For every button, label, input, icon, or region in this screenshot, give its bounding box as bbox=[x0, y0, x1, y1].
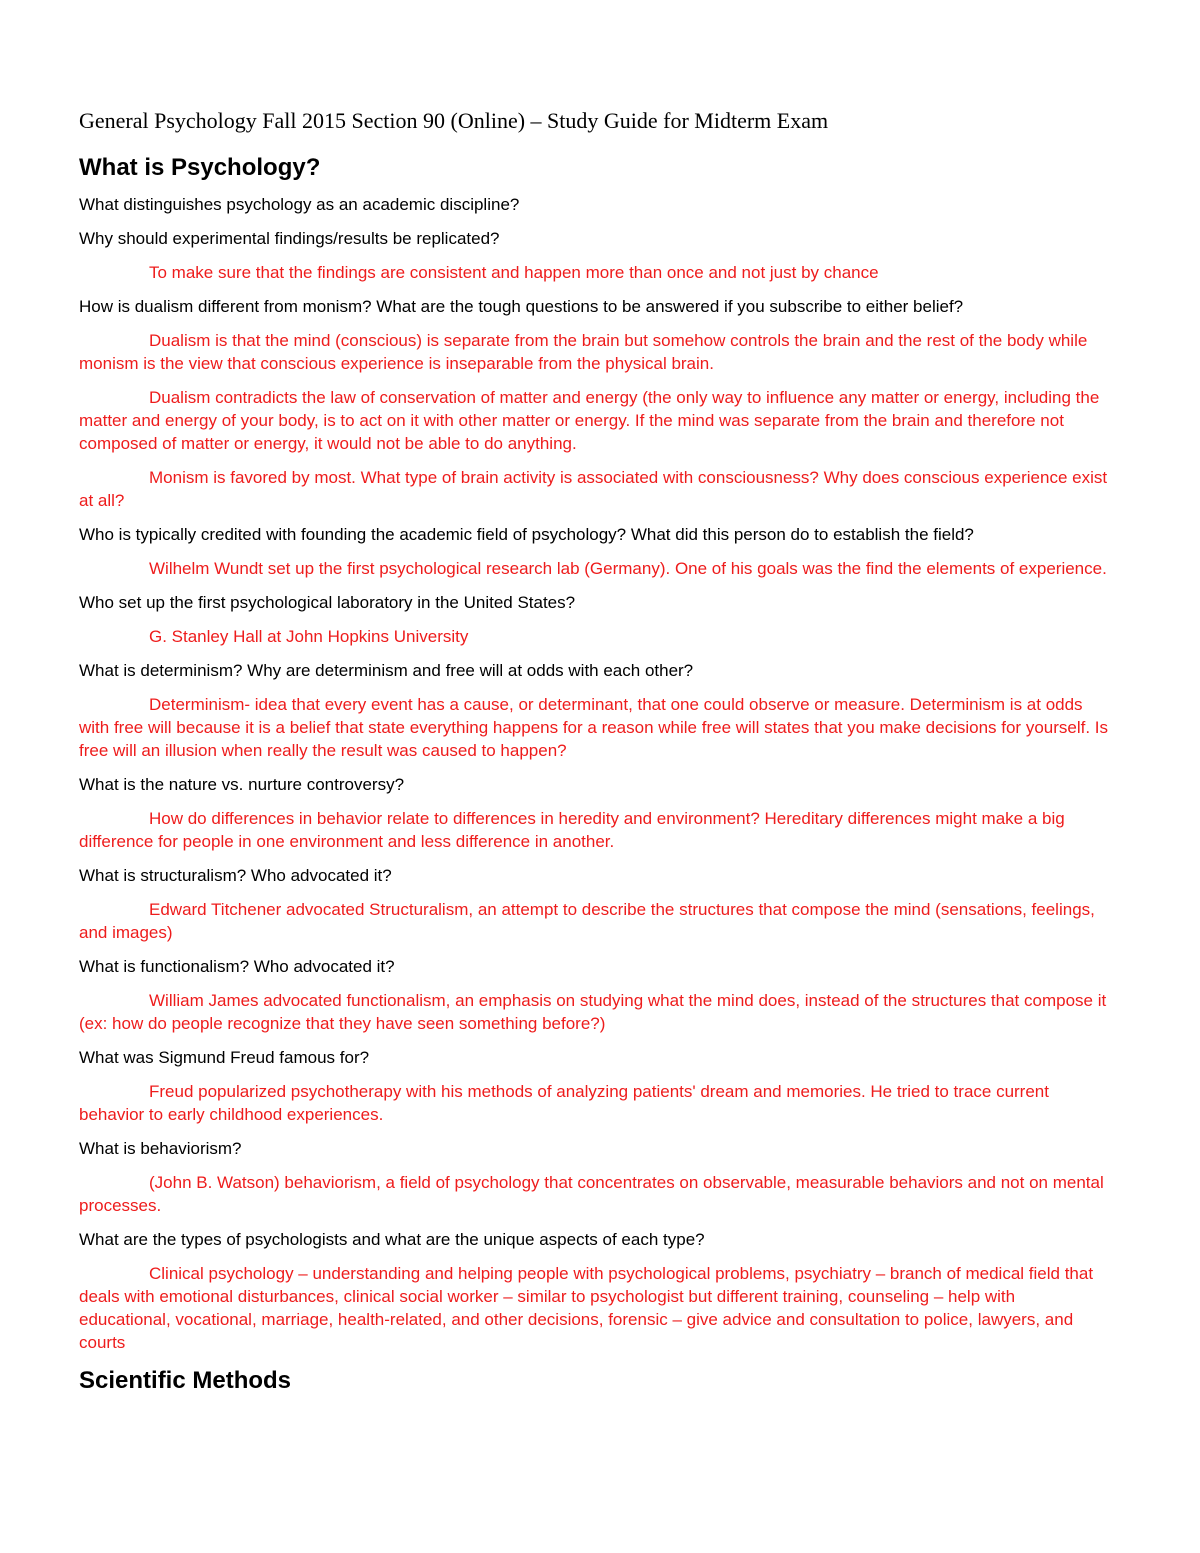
question-text: What distinguishes psychology as an academic discipline? bbox=[79, 195, 520, 214]
section-heading-what-is-psychology: What is Psychology? bbox=[79, 154, 321, 181]
answer-text: G. Stanley Hall at John Hopkins University bbox=[149, 627, 469, 646]
answer-text: Monism is favored by most. What type of brain activity is associated with consciousness? Why does conscious experience exist at all? bbox=[79, 468, 1108, 510]
answer-text: Dualism is that the mind (conscious) is separate from the brain but somehow controls the brain and the rest of the body while monism is the view that conscious experience is inseparable from the physical brain. bbox=[79, 331, 1088, 373]
answer-text: Determinism- idea that every event has a cause, or determinant, that one could observe or measure. Determinism is at odds with free will because it is a belief that state everything happens for a reason while free will states that you make decisions for yourself. Is free will an illusion when really the result was caused to happen? bbox=[79, 695, 1109, 760]
section-heading-scientific-methods: Scientific Methods bbox=[79, 1367, 292, 1394]
question-text: What is the nature vs. nurture controversy? bbox=[79, 775, 405, 794]
question-text: What is behaviorism? bbox=[79, 1139, 242, 1158]
answer-text: Freud popularized psychotherapy with his methods of analyzing patients' dream and memories. He tried to trace current behavior to early childhood experiences. bbox=[79, 1082, 1049, 1124]
answer-text: Clinical psychology – understanding and helping people with psychological problems, psychiatry – branch of medical field that deals with emotional disturbances, clinical social worker – similar to psychologist but different training, counseling – help with educational, vocational, marriage, health-related, and other decisions, forensic – give advice and consultation to police, lawyers, and courts bbox=[79, 1264, 1094, 1352]
question-text: What is structuralism? Who advocated it? bbox=[79, 866, 392, 885]
question-text: Why should experimental findings/results be replicated? bbox=[79, 229, 500, 248]
question-text: Who is typically credited with founding the academic field of psychology? What did this person do to establish the field? bbox=[79, 525, 974, 544]
question-text: What is functionalism? Who advocated it? bbox=[79, 957, 395, 976]
answer-text: (John B. Watson) behaviorism, a field of psychology that concentrates on observable, measurable behaviors and not on mental processes. bbox=[79, 1173, 1104, 1215]
answer-text: To make sure that the findings are consistent and happen more than once and not just by chance bbox=[149, 263, 879, 282]
question-text: How is dualism different from monism? What are the tough questions to be answered if you subscribe to either belief? bbox=[79, 297, 964, 316]
document-page bbox=[79, 106, 1109, 1406]
answer-text: How do differences in behavior relate to differences in heredity and environment? Hereditary differences might make a big difference for people in one environment and less difference in another. bbox=[79, 809, 1065, 851]
question-text: What was Sigmund Freud famous for? bbox=[79, 1048, 370, 1067]
answer-text: Wilhelm Wundt set up the first psychological research lab (Germany). One of his goals was the find the elements of experience. bbox=[149, 559, 1107, 578]
question-text: What is determinism? Why are determinism and free will at odds with each other? bbox=[79, 661, 694, 680]
question-text: Who set up the first psychological laboratory in the United States? bbox=[79, 593, 576, 612]
question-text: What are the types of psychologists and what are the unique aspects of each type? bbox=[79, 1230, 705, 1249]
answer-text: William James advocated functionalism, an emphasis on studying what the mind does, instead of the structures that compose it (ex: how do people recognize that they have seen something before?) bbox=[79, 991, 1107, 1033]
answer-text: Dualism contradicts the law of conservation of matter and energy (the only way to influence any matter or energy, including the matter and energy of your body, is to act on it with other matter or energy. If the mind was separate from the brain and therefore not composed of matter or energy, it would not be able to do anything. bbox=[79, 388, 1100, 453]
answer-text: Edward Titchener advocated Structuralism, an attempt to describe the structures that compose the mind (sensations, feelings, and images) bbox=[79, 900, 1095, 942]
document-title: General Psychology Fall 2015 Section 90 (Online) – Study Guide for Midterm Exam bbox=[79, 108, 829, 133]
